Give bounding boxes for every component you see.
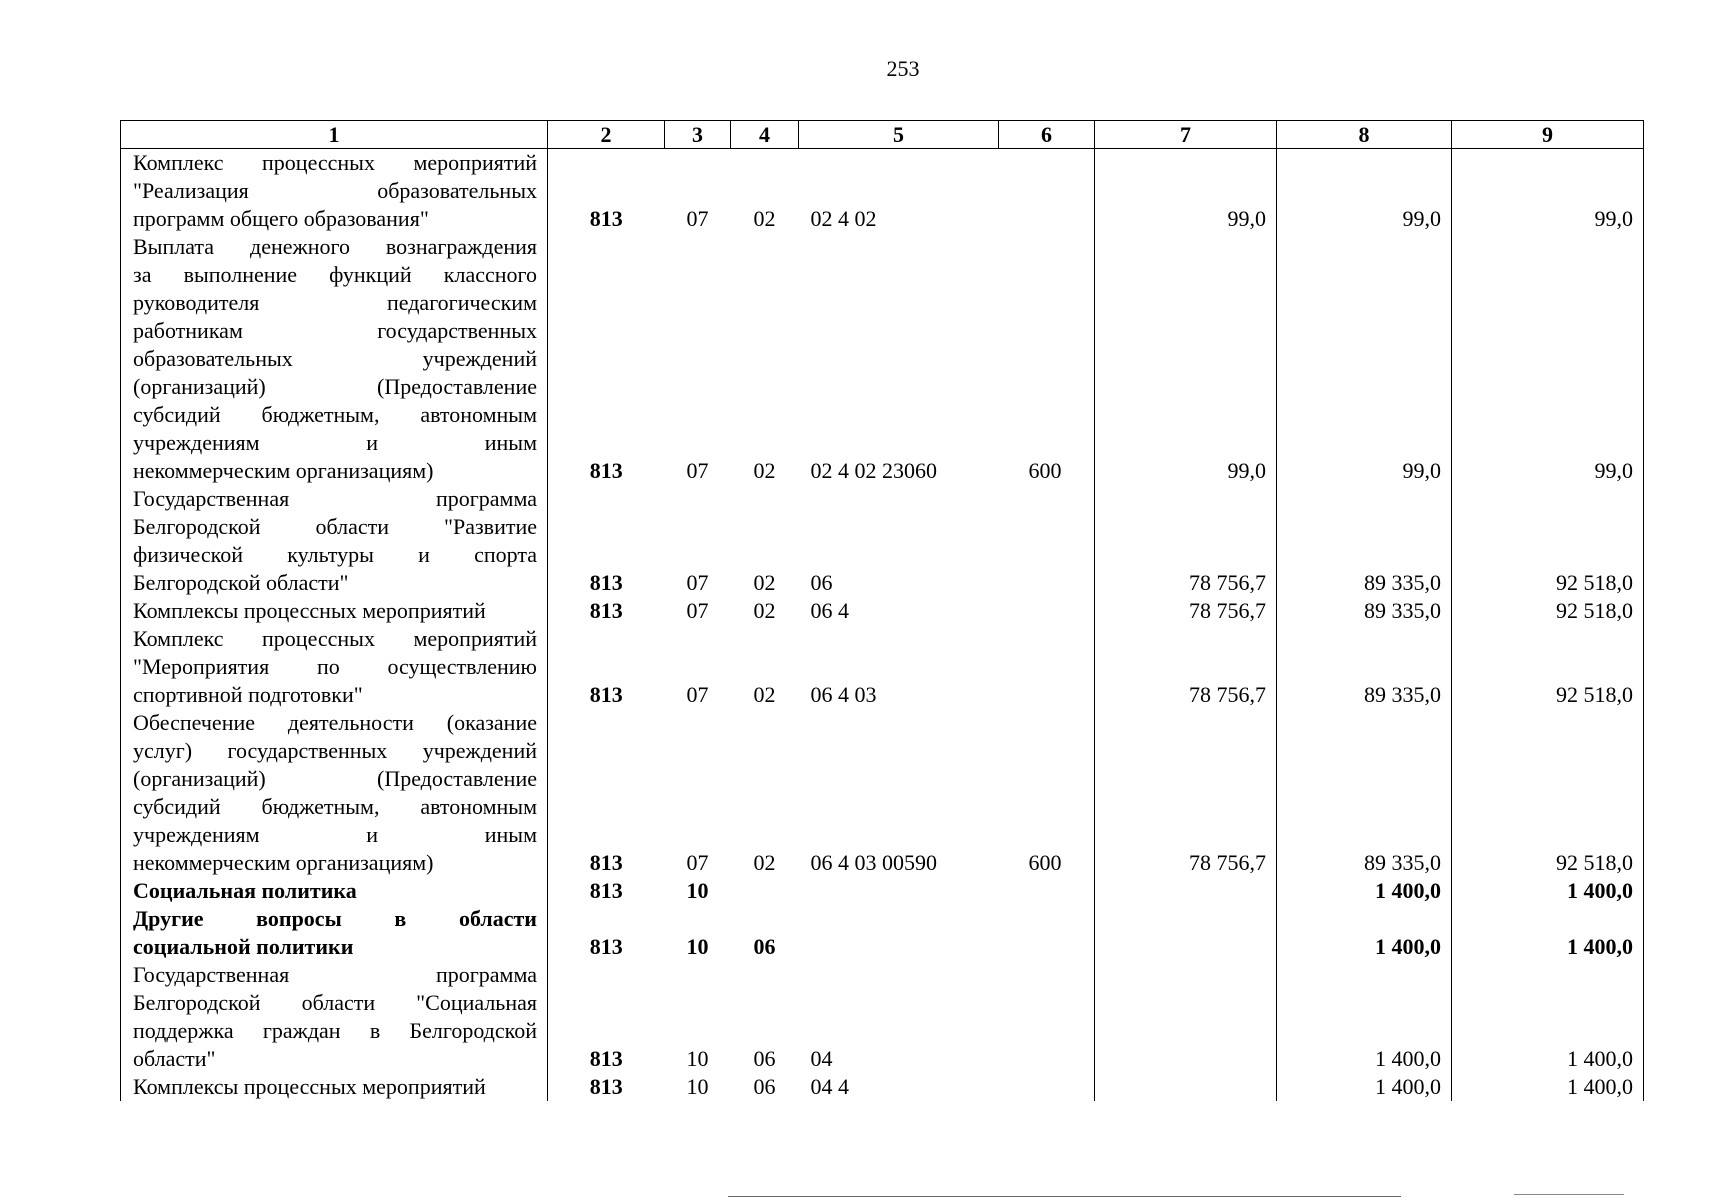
row-name-cell <box>121 233 548 485</box>
department-code-cell: 813 <box>548 961 665 1073</box>
header-cell: 8 <box>1277 121 1452 149</box>
row-name-line: Белгородской области "Социальная <box>133 990 537 1015</box>
target-article-cell: 02 4 02 <box>810 206 877 231</box>
amount-year3-cell: 1 400,0 <box>1452 961 1644 1073</box>
row-name-line: некоммерческим организациям) <box>133 850 434 875</box>
department-code-cell: 813 <box>548 485 665 597</box>
subsection-code-cell: 02 <box>753 206 776 231</box>
row-name-line: Другие вопросы в области <box>133 906 537 931</box>
row-name-line: Белгородской области" <box>133 570 349 595</box>
table-row <box>121 233 1644 485</box>
row-name-cell <box>121 709 548 877</box>
department-code-cell: 813 <box>548 149 665 234</box>
expense-type-cell <box>999 877 1095 905</box>
subsection-code-cell <box>731 877 799 905</box>
subsection-code-cell: 02 <box>753 598 776 623</box>
row-name-cell <box>121 961 548 1073</box>
table-row <box>121 597 1644 625</box>
row-name-line: программ общего образования" <box>133 206 429 231</box>
section-code-cell: 10 <box>686 1074 709 1099</box>
table-header <box>121 121 1644 149</box>
amount-year3-cell: 1 400,0 <box>1452 1073 1644 1101</box>
amount-year3-cell: 1 400,0 <box>1452 905 1644 961</box>
amount-year2-cell: 99,0 <box>1277 149 1452 234</box>
amount-year1-cell <box>1095 961 1277 1073</box>
row-name-cell <box>121 877 548 905</box>
amount-year3-cell: 92 518,0 <box>1452 597 1644 625</box>
row-name-line: Комплекс процессных мероприятий <box>133 150 537 175</box>
row-name-line: Государственная программа <box>133 486 537 511</box>
page-number: 253 <box>886 56 920 81</box>
section-code-cell: 07 <box>686 570 709 595</box>
expense-type-cell <box>999 625 1095 709</box>
section-code-cell: 10 <box>686 878 709 903</box>
section-code-cell: 07 <box>686 850 709 875</box>
row-name-line: Белгородской области "Развитие <box>133 514 537 539</box>
target-article-cell <box>799 905 999 961</box>
budget-table <box>120 120 1644 1101</box>
table-row <box>121 485 1644 597</box>
section-code-cell: 07 <box>686 206 709 231</box>
subsection-code-cell: 06 <box>753 934 776 959</box>
amount-year1-cell: 78 756,7 <box>1095 597 1277 625</box>
row-name-line: Комплексы процессных мероприятий <box>133 598 486 623</box>
row-name-line: Комплекс процессных мероприятий <box>133 626 537 651</box>
section-code-cell: 07 <box>686 458 709 483</box>
subsection-code-cell: 02 <box>753 570 776 595</box>
header-cell: 6 <box>999 121 1095 149</box>
amount-year2-cell: 1 400,0 <box>1277 905 1452 961</box>
amount-year2-cell: 89 335,0 <box>1277 709 1452 877</box>
expense-type-cell <box>999 905 1095 961</box>
amount-year2-cell: 89 335,0 <box>1277 485 1452 597</box>
row-name-line: субсидий бюджетным, автономным <box>133 402 537 427</box>
department-code-cell: 813 <box>548 1073 665 1101</box>
row-name-line: некоммерческим организациям) <box>133 458 434 483</box>
section-code-cell: 10 <box>686 934 709 959</box>
subsection-code-cell: 06 <box>753 1046 776 1071</box>
amount-year1-cell: 78 756,7 <box>1095 485 1277 597</box>
row-name-line: работникам государственных <box>133 318 537 343</box>
header-cell: 5 <box>799 121 999 149</box>
footer-rule-short <box>1514 1194 1624 1195</box>
table-body <box>121 149 1644 1102</box>
row-name-line: Государственная программа <box>133 962 537 987</box>
amount-year2-cell: 89 335,0 <box>1277 625 1452 709</box>
header-cell: 7 <box>1095 121 1277 149</box>
amount-year1-cell: 78 756,7 <box>1095 709 1277 877</box>
expense-type-cell <box>999 597 1095 625</box>
amount-year1-cell: 78 756,7 <box>1095 625 1277 709</box>
table-row <box>121 709 1644 877</box>
row-name-line: поддержка граждан в Белгородской <box>133 1018 537 1043</box>
amount-year2-cell: 1 400,0 <box>1277 1073 1452 1101</box>
row-name-line: "Реализация образовательных <box>133 178 537 203</box>
row-name-line: учреждениям и иным <box>133 822 537 847</box>
amount-year1-cell <box>1095 1073 1277 1101</box>
row-name-line: учреждениям и иным <box>133 430 537 455</box>
target-article-cell: 06 4 03 <box>810 682 877 707</box>
amount-year3-cell: 92 518,0 <box>1452 485 1644 597</box>
amount-year2-cell: 89 335,0 <box>1277 597 1452 625</box>
department-code-cell: 813 <box>548 625 665 709</box>
row-name-line: Обеспечение деятельности (оказание <box>133 710 537 735</box>
header-cell: 4 <box>731 121 799 149</box>
row-name-line: (организаций) (Предоставление <box>133 374 537 399</box>
amount-year1-cell: 99,0 <box>1095 149 1277 234</box>
amount-year1-cell: 99,0 <box>1095 233 1277 485</box>
department-code-cell: 813 <box>548 905 665 961</box>
expense-type-cell <box>999 149 1095 234</box>
budget-table-container <box>120 120 1643 1101</box>
row-name-line: области" <box>133 1046 216 1071</box>
row-name-line: руководителя педагогическим <box>133 290 537 315</box>
header-cell: 9 <box>1452 121 1644 149</box>
section-code-cell: 07 <box>686 598 709 623</box>
expense-type-cell <box>999 485 1095 597</box>
amount-year2-cell: 1 400,0 <box>1277 877 1452 905</box>
amount-year3-cell: 92 518,0 <box>1452 709 1644 877</box>
row-name-cell <box>121 625 548 709</box>
subsection-code-cell: 02 <box>753 850 776 875</box>
target-article-cell: 06 4 03 00590 <box>810 850 937 875</box>
row-name-cell <box>121 905 548 961</box>
target-article-cell: 04 <box>810 1046 833 1071</box>
table-row <box>121 961 1644 1073</box>
amount-year3-cell: 99,0 <box>1452 233 1644 485</box>
row-name-line: спортивной подготовки" <box>133 682 363 707</box>
department-code-cell: 813 <box>548 597 665 625</box>
amount-year2-cell: 1 400,0 <box>1277 961 1452 1073</box>
amount-year1-cell <box>1095 877 1277 905</box>
expense-type-cell <box>999 961 1095 1073</box>
table-row <box>121 149 1644 234</box>
row-name-line: субсидий бюджетным, автономным <box>133 794 537 819</box>
amount-year3-cell: 1 400,0 <box>1452 877 1644 905</box>
row-name-line: Выплата денежного вознаграждения <box>133 234 537 259</box>
row-name-line: социальной политики <box>133 934 354 959</box>
table-row <box>121 1073 1644 1101</box>
row-name-line: Комплексы процессных мероприятий <box>133 1074 486 1099</box>
department-code-cell: 813 <box>548 877 665 905</box>
row-name-line: (организаций) (Предоставление <box>133 766 537 791</box>
expense-type-cell: 600 <box>999 233 1095 485</box>
target-article-cell: 04 4 <box>810 1074 849 1099</box>
row-name-line: Социальная политика <box>133 878 357 903</box>
row-name-cell <box>121 597 548 625</box>
amount-year2-cell: 99,0 <box>1277 233 1452 485</box>
department-code-cell: 813 <box>548 709 665 877</box>
expense-type-cell: 600 <box>999 709 1095 877</box>
target-article-cell: 06 <box>810 570 833 595</box>
expense-type-cell <box>999 1073 1095 1101</box>
row-name-cell <box>121 1073 548 1101</box>
table-row <box>121 905 1644 961</box>
section-code-cell: 10 <box>686 1046 709 1071</box>
row-name-cell <box>121 485 548 597</box>
section-code-cell: 07 <box>686 682 709 707</box>
header-cell: 2 <box>548 121 665 149</box>
row-name-cell <box>121 149 548 234</box>
table-row <box>121 625 1644 709</box>
row-name-line: образовательных учреждений <box>133 346 537 371</box>
target-article-cell: 06 4 <box>810 598 849 623</box>
target-article-cell: 02 4 02 23060 <box>810 458 937 483</box>
department-code-cell: 813 <box>548 233 665 485</box>
subsection-code-cell: 02 <box>753 458 776 483</box>
row-name-line: физической культуры и спорта <box>133 542 537 567</box>
amount-year3-cell: 92 518,0 <box>1452 625 1644 709</box>
row-name-line: за выполнение функций классного <box>133 262 537 287</box>
target-article-cell <box>799 877 999 905</box>
row-name-line: услуг) государственных учреждений <box>133 738 537 763</box>
header-cell: 3 <box>665 121 731 149</box>
amount-year1-cell <box>1095 905 1277 961</box>
table-row <box>121 877 1644 905</box>
subsection-code-cell: 02 <box>753 682 776 707</box>
amount-year3-cell: 99,0 <box>1452 149 1644 234</box>
row-name-line: "Мероприятия по осуществлению <box>133 654 537 679</box>
subsection-code-cell: 06 <box>753 1074 776 1099</box>
header-cell: 1 <box>121 121 548 149</box>
footer-rule <box>728 1196 1401 1197</box>
